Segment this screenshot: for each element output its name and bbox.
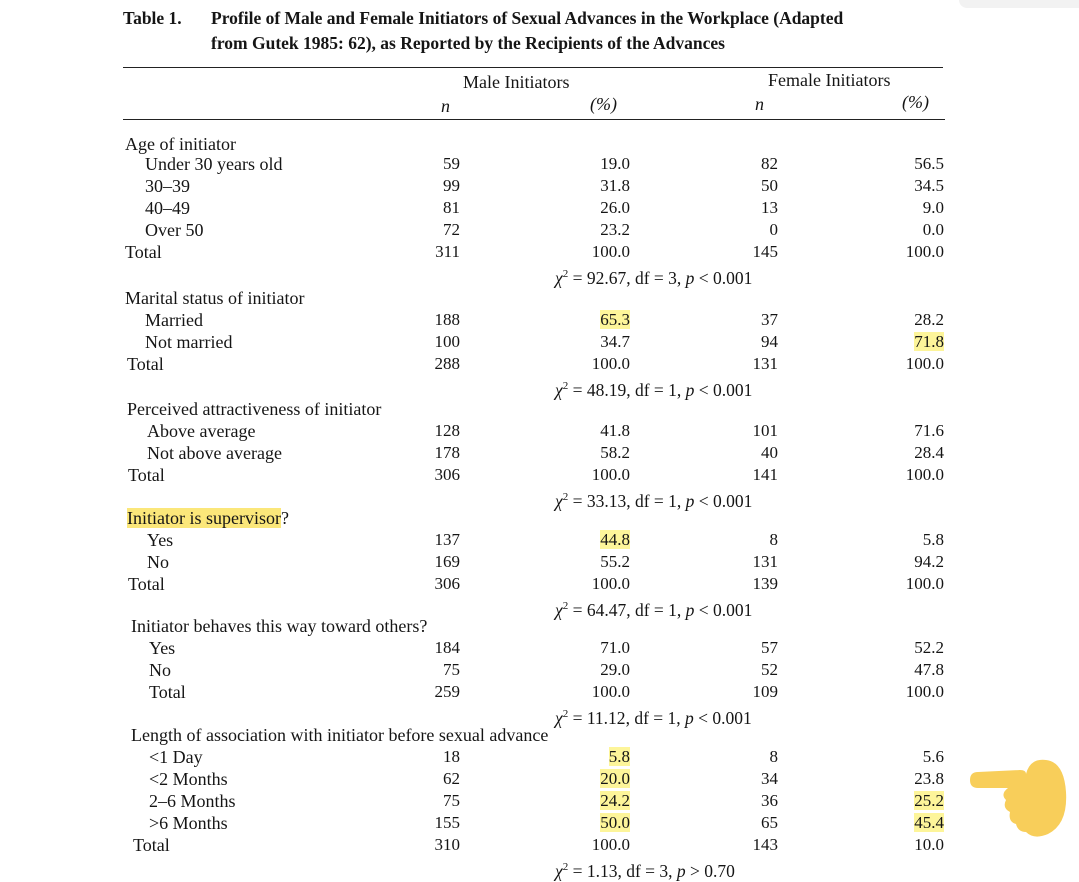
p-value: 0.001 — [713, 599, 753, 620]
cell-mp-value: 41.8 — [600, 421, 630, 440]
cell-mn — [443, 219, 460, 241]
cell-fn — [753, 420, 779, 442]
cell-fn-value: 65 — [761, 813, 778, 832]
cell-mn-value: 18 — [443, 747, 460, 766]
section-title — [127, 507, 289, 529]
cell-fn-value: 34 — [761, 769, 778, 788]
cell-fn-value: 109 — [752, 682, 778, 701]
row-label: Married — [145, 310, 203, 330]
row-label: Over 50 — [145, 220, 204, 240]
cell-fp — [914, 153, 944, 175]
cell-fp — [914, 551, 944, 573]
cell-mp-value: 19.0 — [600, 154, 630, 173]
cell-mp — [600, 768, 630, 790]
cell-fp — [914, 442, 944, 464]
cell-mp — [600, 331, 630, 353]
chi-square-line — [555, 703, 752, 729]
cell-mn-value: 59 — [443, 154, 460, 173]
cell-fp-value: 5.8 — [922, 530, 944, 549]
cell-fn-value: 131 — [752, 552, 778, 571]
cell-fp-value: 28.2 — [914, 310, 944, 329]
cell-fn — [770, 746, 779, 768]
cell-mn — [443, 768, 460, 790]
cell-mn — [435, 681, 461, 703]
pointing-hand-icon — [968, 752, 1068, 842]
cell-fp-value: 52.2 — [914, 638, 944, 657]
header-male-initiators: Male Initiators — [463, 72, 570, 92]
row-label: 30–39 — [145, 176, 190, 196]
p-value: 0.001 — [713, 379, 753, 400]
cell-mn — [435, 834, 461, 856]
cell-mn — [435, 551, 461, 573]
cell-mn-value: 155 — [434, 813, 460, 832]
cell-fp — [914, 309, 944, 331]
cell-fp — [906, 353, 944, 375]
cell-mn — [435, 812, 461, 834]
cell-mp — [600, 420, 630, 442]
cell-fn — [753, 353, 779, 375]
cell-fp — [914, 420, 944, 442]
cell-mn-value: 100 — [434, 332, 460, 351]
cell-fp-value: 71.8 — [914, 332, 944, 351]
p-value: 0.001 — [712, 707, 752, 728]
df-label: , df = — [626, 267, 669, 288]
equals-sign: = — [568, 267, 587, 288]
row-label: Under 30 years old — [145, 154, 283, 174]
header-rule — [123, 119, 945, 120]
cell-fp-value: 25.2 — [914, 791, 944, 810]
cell-fn-value: 101 — [752, 421, 778, 440]
cell-fp — [914, 812, 944, 834]
chi-superscript: 2 — [562, 708, 569, 720]
df-label: , df = — [626, 490, 669, 511]
separator: , — [676, 599, 686, 620]
section-title-text: Marital status of initiator — [125, 288, 305, 308]
cell-mn — [435, 420, 461, 442]
df-value: 1 — [668, 599, 677, 620]
section-title-text: Age of initiator — [125, 134, 236, 154]
p-value: 0.001 — [713, 490, 753, 511]
cell-mp-value: 55.2 — [600, 552, 630, 571]
row-label: No — [147, 552, 169, 572]
cell-mp — [592, 681, 630, 703]
cell-fn — [753, 573, 779, 595]
cell-mp — [600, 219, 630, 241]
equals-sign: = — [568, 599, 587, 620]
cell-mp — [600, 637, 630, 659]
cell-fn-value: 131 — [752, 354, 778, 373]
cell-mn-value: 311 — [435, 242, 460, 261]
separator: , — [676, 267, 686, 288]
cell-fn-value: 8 — [769, 747, 778, 766]
cell-fp-value: 34.5 — [914, 176, 944, 195]
cell-mn — [435, 529, 461, 551]
df-value: 1 — [668, 490, 677, 511]
df-value: 1 — [668, 379, 677, 400]
cell-mn-value: 81 — [443, 198, 460, 217]
cell-fn — [761, 659, 778, 681]
p-operator: < — [698, 267, 709, 288]
cell-fp — [914, 834, 944, 856]
cell-fn — [753, 551, 779, 573]
cell-fp — [914, 175, 944, 197]
row-label-total: Total — [133, 835, 170, 855]
cell-mp — [592, 241, 630, 263]
row-label: Yes — [149, 638, 176, 658]
chi-symbol: χ — [555, 707, 563, 728]
cell-fp-value: 100.0 — [905, 242, 944, 261]
cell-fn — [761, 309, 778, 331]
cell-fp — [914, 768, 944, 790]
cell-mp — [600, 529, 630, 551]
cell-mp-value: 26.0 — [600, 198, 630, 217]
cell-fp-value: 0.0 — [922, 220, 944, 239]
separator: , — [676, 379, 686, 400]
cell-mn-value: 310 — [434, 835, 460, 854]
cell-mp-value: 23.2 — [600, 220, 630, 239]
cell-fn — [761, 153, 778, 175]
cell-mn — [435, 353, 461, 375]
cell-mn-value: 99 — [443, 176, 460, 195]
cell-fn-value: 94 — [761, 332, 778, 351]
cell-mp-value: 65.3 — [600, 310, 630, 329]
cell-mn-value: 128 — [434, 421, 460, 440]
cell-fp — [923, 529, 944, 551]
chi-value: 1.13 — [586, 860, 618, 881]
cell-fn-value: 57 — [761, 638, 778, 657]
row-label: <1 Day — [149, 747, 203, 767]
cell-mp — [600, 551, 630, 573]
cell-fp-value: 10.0 — [914, 835, 944, 854]
chi-symbol: χ — [555, 490, 563, 511]
cell-mp — [600, 659, 630, 681]
row-label-total: Total — [125, 242, 162, 262]
cell-mn-value: 288 — [434, 354, 460, 373]
cell-mn — [435, 331, 461, 353]
cell-mp-value: 71.0 — [600, 638, 630, 657]
cell-fp — [923, 746, 944, 768]
cell-fn — [761, 790, 778, 812]
cell-fn — [753, 834, 779, 856]
cell-fp-value: 9.0 — [922, 198, 944, 217]
separator: , — [676, 490, 686, 511]
chi-square-line — [555, 595, 752, 621]
header-male-n: n — [441, 96, 450, 116]
cell-mp-value: 100.0 — [591, 835, 630, 854]
cell-fp-value: 23.8 — [914, 769, 944, 788]
cell-fn-value: 141 — [752, 465, 778, 484]
cell-fn — [770, 529, 779, 551]
cell-mn — [443, 746, 460, 768]
cell-mn-value: 75 — [443, 660, 460, 679]
cell-fn — [753, 681, 779, 703]
cell-mp — [600, 790, 630, 812]
cell-mp-value: 5.8 — [608, 747, 630, 766]
header-female-initiators: Female Initiators — [768, 70, 891, 90]
cell-mn-value: 184 — [434, 638, 460, 657]
cell-mn — [435, 241, 460, 263]
cell-fn-value: 139 — [752, 574, 778, 593]
caption-label: Table 1. — [123, 8, 182, 28]
cell-mp-value: 24.2 — [600, 791, 630, 810]
section-title-text: Length of association with initiator before sexual advance — [131, 725, 549, 745]
separator: , — [676, 707, 686, 728]
cell-mp-value: 100.0 — [591, 574, 630, 593]
cell-fn-value: 145 — [752, 242, 778, 261]
row-label: <2 Months — [149, 769, 228, 789]
cell-mp-value: 58.2 — [600, 443, 630, 462]
chi-symbol: χ — [555, 860, 563, 881]
chi-value: 64.47 — [586, 599, 627, 620]
equals-sign: = — [568, 490, 587, 511]
cell-fn — [761, 768, 778, 790]
cell-mn — [443, 175, 460, 197]
row-label: No — [149, 660, 171, 680]
cell-fp-value: 100.0 — [905, 682, 944, 701]
cell-mp-value: 100.0 — [591, 682, 630, 701]
equals-sign: = — [568, 707, 587, 728]
p-operator: < — [698, 490, 709, 511]
cell-fn — [761, 331, 778, 353]
cell-fp-value: 45.4 — [914, 813, 944, 832]
cell-mp — [609, 746, 630, 768]
cell-mp — [600, 442, 630, 464]
cell-fp-value: 71.6 — [914, 421, 944, 440]
p-operator: > — [690, 860, 700, 881]
df-label: , df = — [617, 860, 660, 881]
cell-mn-value: 188 — [434, 310, 460, 329]
row-label: Yes — [147, 530, 174, 550]
cell-fp — [906, 241, 944, 263]
cell-mp-value: 34.7 — [600, 332, 630, 351]
section-title — [131, 724, 548, 746]
cell-fp — [906, 573, 944, 595]
cell-fp-value: 94.2 — [914, 552, 944, 571]
section-title — [125, 287, 304, 309]
cell-mn-value: 72 — [443, 220, 460, 239]
cell-fp — [914, 637, 944, 659]
cell-fp — [906, 681, 944, 703]
chi-value: 11.12 — [586, 707, 626, 728]
cell-fp-value: 100.0 — [905, 574, 944, 593]
chi-square-line — [555, 263, 752, 289]
cell-mn — [443, 153, 460, 175]
chi-superscript: 2 — [562, 268, 569, 280]
cell-fp — [914, 790, 944, 812]
section-title — [131, 615, 427, 637]
cell-mp — [600, 175, 630, 197]
cell-mp-value: 50.0 — [600, 813, 630, 832]
cell-fn — [753, 464, 779, 486]
cell-mp-value: 100.0 — [591, 242, 630, 261]
row-label-total: Total — [128, 574, 165, 594]
header-female-pct: (%) — [902, 92, 929, 112]
row-label: 2–6 Months — [149, 791, 236, 811]
cell-mp — [592, 353, 630, 375]
cell-mn — [435, 442, 461, 464]
cell-fn-value: 0 — [769, 220, 778, 239]
section-title — [127, 398, 381, 420]
row-label-total: Total — [128, 465, 165, 485]
cell-fn — [761, 812, 778, 834]
df-value: 3 — [659, 860, 669, 881]
row-label-total: Total — [127, 354, 164, 374]
cell-mn-value: 306 — [434, 465, 460, 484]
p-label: p — [676, 860, 686, 881]
cell-fp — [914, 659, 944, 681]
cell-fp — [906, 464, 944, 486]
caption-line-2: from Gutek 1985: 62), as Reported by the Recipients of the Advances — [211, 33, 725, 53]
cell-mp — [600, 812, 630, 834]
section-title-suffix: ? — [280, 508, 289, 528]
row-label: Above average — [147, 421, 256, 441]
cell-fn-value: 52 — [761, 660, 778, 679]
row-label: 40–49 — [145, 198, 190, 218]
p-label: p — [685, 490, 695, 511]
df-value: 1 — [667, 707, 677, 728]
cell-mp-value: 29.0 — [600, 660, 630, 679]
cell-fn-value: 40 — [761, 443, 778, 462]
cell-mp — [592, 464, 630, 486]
chi-symbol: χ — [555, 379, 563, 400]
chi-square-line — [555, 375, 752, 401]
cell-mn — [435, 637, 461, 659]
cell-fp-value: 56.5 — [914, 154, 944, 173]
cell-mp — [600, 197, 630, 219]
cell-fp-value: 100.0 — [905, 465, 944, 484]
cell-mp — [600, 153, 630, 175]
cell-mn-value: 259 — [434, 682, 460, 701]
chi-symbol: χ — [555, 599, 563, 620]
cell-fp-value: 100.0 — [905, 354, 944, 373]
cell-fp — [923, 219, 944, 241]
cell-fn-value: 82 — [761, 154, 778, 173]
cell-mp — [592, 573, 630, 595]
equals-sign: = — [568, 860, 587, 881]
cell-mn — [435, 573, 461, 595]
section-title-text: Perceived attractiveness of initiator — [127, 399, 382, 419]
top-edge-shade — [959, 0, 1079, 8]
cell-mn-value: 62 — [443, 769, 460, 788]
header-female-n: n — [755, 94, 764, 114]
cell-fn-value: 8 — [769, 530, 778, 549]
p-value: 0.001 — [713, 267, 753, 288]
chi-symbol: χ — [555, 267, 563, 288]
p-operator: < — [698, 707, 709, 728]
row-label: Not married — [145, 332, 233, 352]
cell-fn — [761, 175, 778, 197]
cell-mp-value: 44.8 — [600, 530, 630, 549]
cell-mn-value: 178 — [434, 443, 460, 462]
chi-value: 48.19 — [586, 379, 627, 400]
cell-fp — [914, 331, 944, 353]
cell-fp — [923, 197, 944, 219]
cell-fn — [770, 219, 779, 241]
cell-fn-value: 50 — [761, 176, 778, 195]
chi-superscript: 2 — [562, 861, 569, 873]
chi-square-line — [555, 486, 752, 512]
cell-mn — [443, 659, 460, 681]
df-label: , df = — [626, 379, 669, 400]
chi-superscript: 2 — [562, 600, 569, 612]
cell-mn — [443, 790, 460, 812]
row-label-total: Total — [149, 682, 186, 702]
cell-fn — [761, 197, 778, 219]
p-label: p — [685, 707, 694, 728]
cell-mn-value: 306 — [434, 574, 460, 593]
p-operator: < — [698, 599, 709, 620]
cell-mp — [592, 834, 630, 856]
p-label: p — [685, 599, 695, 620]
row-label: >6 Months — [149, 813, 228, 833]
cell-mp-value: 100.0 — [591, 354, 630, 373]
cell-fn-value: 143 — [752, 835, 778, 854]
chi-square-line — [555, 856, 735, 882]
chi-value: 92.67 — [586, 267, 627, 288]
cell-mn-value: 169 — [434, 552, 460, 571]
separator: , — [668, 860, 677, 881]
section-title-text: Initiator is supervisor — [127, 508, 281, 528]
cell-fp-value: 28.4 — [914, 443, 944, 462]
cell-mn-value: 75 — [443, 791, 460, 810]
section-title-text: Initiator behaves this way toward others? — [131, 616, 428, 636]
cell-mp-value: 100.0 — [591, 465, 630, 484]
cell-mp-value: 20.0 — [600, 769, 630, 788]
chi-value: 33.13 — [586, 490, 627, 511]
caption-line-1: Profile of Male and Female Initiators of Sexual Advances in the Workplace (Adapted — [211, 8, 844, 28]
cell-fn-value: 36 — [761, 791, 778, 810]
cell-fn — [761, 637, 778, 659]
top-rule — [123, 67, 943, 68]
equals-sign: = — [568, 379, 587, 400]
section-title — [125, 133, 236, 155]
p-operator: < — [698, 379, 709, 400]
p-label: p — [685, 379, 695, 400]
cell-fp-value: 5.6 — [922, 747, 944, 766]
cell-mp — [600, 309, 630, 331]
cell-mn — [435, 309, 461, 331]
df-value: 3 — [668, 267, 677, 288]
cell-fn-value: 37 — [761, 310, 778, 329]
df-label: , df = — [625, 707, 668, 728]
chi-superscript: 2 — [562, 380, 569, 392]
cell-fn-value: 13 — [761, 198, 778, 217]
cell-fn — [761, 442, 778, 464]
cell-mn — [443, 197, 460, 219]
cell-mn — [435, 464, 461, 486]
cell-fp-value: 47.8 — [914, 660, 944, 679]
row-label: Not above average — [147, 443, 282, 463]
cell-mn-value: 137 — [434, 530, 460, 549]
p-label: p — [685, 267, 695, 288]
header-male-pct: (%) — [590, 94, 617, 114]
p-value: 0.70 — [704, 860, 735, 881]
df-label: , df = — [626, 599, 669, 620]
chi-superscript: 2 — [562, 491, 569, 503]
cell-fn — [753, 241, 779, 263]
cell-mp-value: 31.8 — [600, 176, 630, 195]
